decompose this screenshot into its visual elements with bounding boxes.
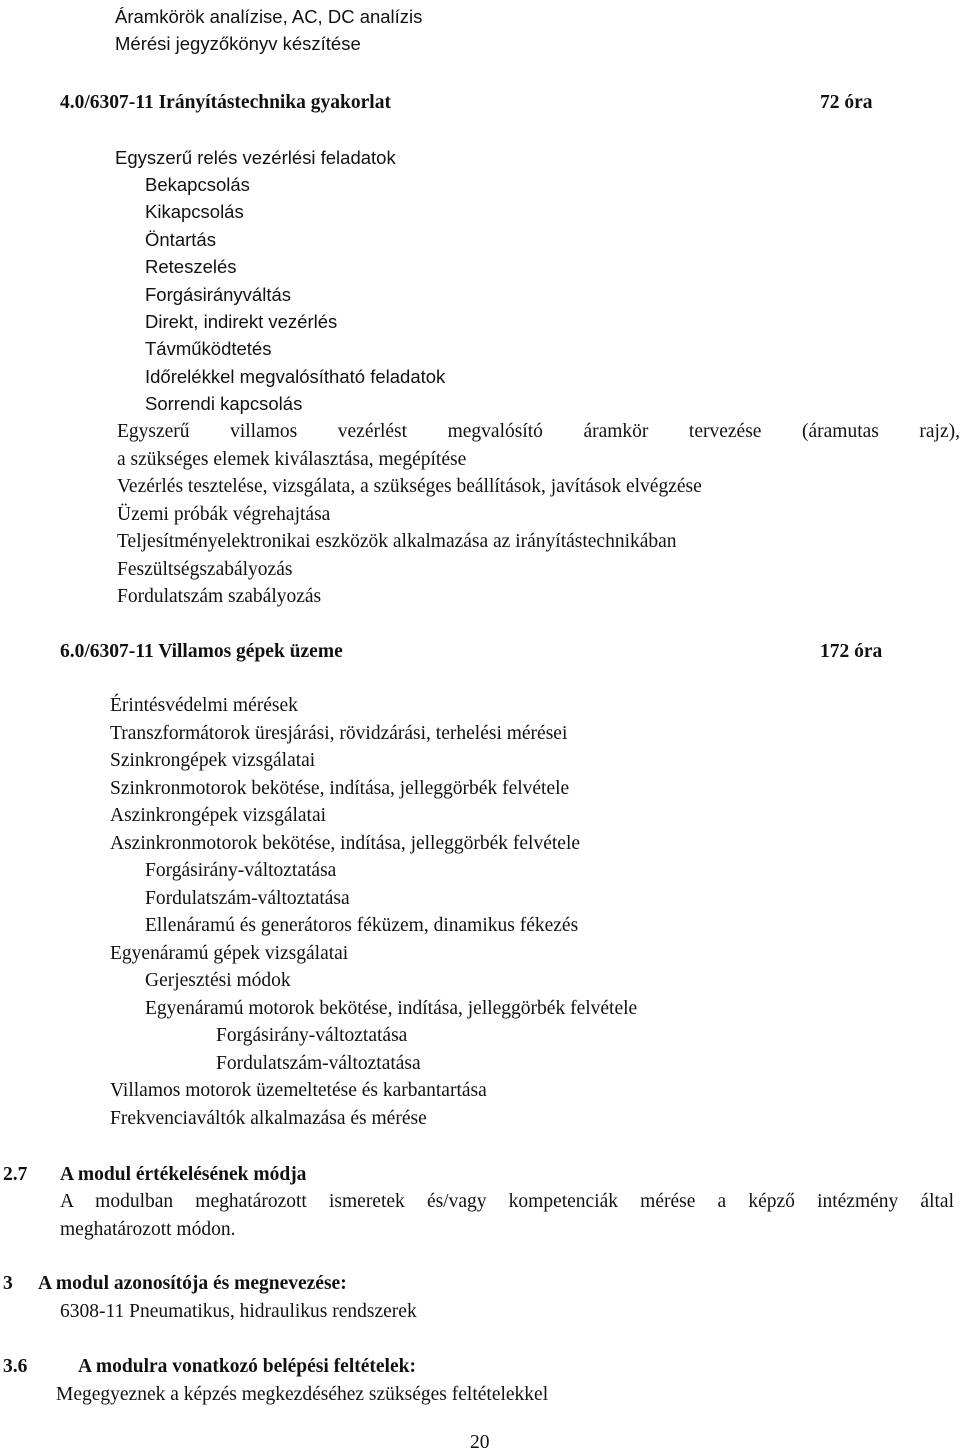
s1-item: Távműködtetés [145,338,272,359]
section-2-hours: 172 óra [820,641,883,662]
s3-text: 6308-11 Pneumatikus, hidraulikus rendszerek [60,1301,417,1322]
s36-title: A modulra vonatkozó belépési feltételek: [78,1356,416,1377]
s1-item: Egyszerű relés vezérlési feladatok [115,147,396,168]
s1-line: Fordulatszám szabályozás [117,586,322,607]
s1-item: Időrelékkel megvalósítható feladatok [145,366,446,387]
s36-number: 3.6 [3,1356,28,1377]
s27-text-line-2: meghatározott módon. [60,1219,236,1240]
s2-item: Forgásirány-változtatása [145,860,337,881]
s2-item: Transzformátorok üresjárási, rövidzárási, terhelési mérései [110,723,568,744]
s1-line: Üzemi próbák végrehajtása [117,504,331,525]
s2-item: Villamos motorok üzemeltetése és karbantartása [110,1080,487,1101]
s27-number: 2.7 [3,1164,28,1185]
s1-line: Teljesítményelektronikai eszközök alkalmazása az irányítástechnikában [117,531,677,552]
s2-item: Egyenáramú gépek vizsgálatai [110,943,349,964]
s2-item: Érintésvédelmi mérések [110,695,298,716]
s2-item: Ellenáramú és generátoros féküzem, dinamikus fékezés [145,915,579,936]
section-2-title: 6.0/6307-11 Villamos gépek üzeme [60,641,343,662]
s1-item: Kikapcsolás [145,201,244,222]
s3-title: A modul azonosítója és megnevezése: [38,1273,347,1294]
s2-item: Forgásirány-változtatása [216,1025,408,1046]
s1-item: Reteszelés [145,256,237,277]
s2-item: Szinkronmotorok bekötése, indítása, jelleggörbék felvétele [110,778,570,799]
s1-item: Direkt, indirekt vezérlés [145,311,338,332]
s2-item: Fordulatszám-változtatása [145,888,350,909]
s1-item: Forgásirányváltás [145,284,292,305]
s2-item: Szinkrongépek vizsgálatai [110,750,316,771]
section-1-title: 4.0/6307-11 Irányítástechnika gyakorlat [60,92,391,113]
s2-item: Aszinkrongépek vizsgálatai [110,805,327,826]
page-number: 20 [470,1432,490,1453]
s1-line: Feszültségszabályozás [117,559,293,580]
s1-item: Bekapcsolás [145,174,250,195]
top-line-1: Áramkörök analízise, AC, DC analízis [115,6,423,27]
s1-item: Sorrendi kapcsolás [145,393,303,414]
s2-item: Aszinkronmotorok bekötése, indítása, jelleggörbék felvétele [110,833,581,854]
s2-item: Frekvenciaváltók alkalmazása és mérése [110,1108,427,1129]
section-1-hours: 72 óra [820,92,873,113]
s2-item: Gerjesztési módok [145,970,291,991]
top-line-2: Mérési jegyzőkönyv készítése [115,33,361,54]
s1-item: Öntartás [145,229,216,250]
s1-paragraph-line-2: a szükséges elemek kiválasztása, megépítése [117,449,467,470]
s2-item: Fordulatszám-változtatása [216,1053,421,1074]
s1-line: Vezérlés tesztelése, vizsgálata, a szükséges beállítások, javítások elvégzése [117,476,702,497]
s27-title: A modul értékelésének módja [60,1164,307,1185]
s3-number: 3 [3,1273,13,1294]
s36-text: Megegyeznek a képzés megkezdéséhez szükséges feltételekkel [56,1384,549,1405]
s27-text-line-1: A modulban meghatározott ismeretek és/vagy kompetenciák mérése a képző intézmény által [60,1191,954,1212]
s1-paragraph-line-1: Egyszerű villamos vezérlést megvalósító áramkör tervezése (áramutas rajz), [117,421,960,442]
s2-item: Egyenáramú motorok bekötése, indítása, jelleggörbék felvétele [145,998,638,1019]
